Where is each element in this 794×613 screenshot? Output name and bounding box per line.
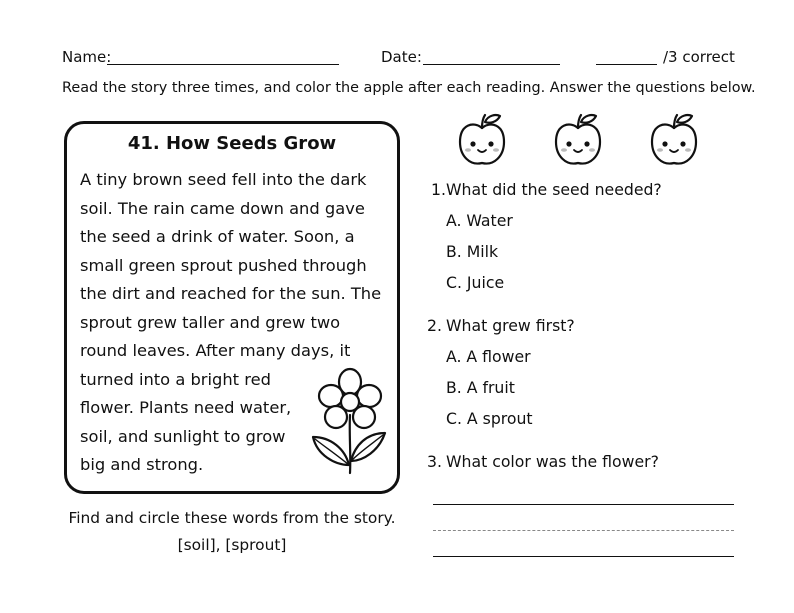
question-3-number: 3. [427,452,442,471]
story-line: turned into a bright red [80,370,271,389]
story-line: sprout grew taller and grew two [80,313,341,332]
find-words-list: [soil], [sprout] [177,536,287,554]
story-line: the seed a drink of water. Soon, a [80,227,355,246]
question-1-option-a[interactable]: A. Water [446,211,513,230]
story-line: A tiny brown seed fell into the dark [80,170,367,189]
find-words-instruction: Find and circle these words from the story. [68,509,396,527]
score-label: /3 correct [663,48,735,66]
question-3-text: What color was the flower? [446,452,659,471]
score-field[interactable] [596,64,657,65]
question-2-text: What grew first? [446,316,575,335]
apple-face-icon[interactable] [648,112,700,168]
question-1-option-b[interactable]: B. Milk [446,242,499,261]
story-line: soil. The rain came down and gave [80,199,365,218]
question-2-number: 2. [427,316,442,335]
question-1-number: 1. [431,180,446,199]
answer-guide-line [433,530,734,531]
story-line: flower. Plants need water, [80,398,292,417]
story-line: the dirt and reached for the sun. The [80,284,382,303]
story-title: 41. How Seeds Grow [127,133,337,154]
date-field[interactable] [423,64,560,65]
question-1-option-c[interactable]: C. Juice [446,273,505,292]
question-2-option-c[interactable]: C. A sprout [446,409,533,428]
name-field[interactable] [107,64,339,65]
question-1-text: What did the seed needed? [446,180,662,199]
flower-icon [305,365,395,477]
name-label: Name: [62,48,112,66]
story-line: small green sprout pushed through [80,256,367,275]
date-label: Date: [381,48,422,66]
answer-line[interactable] [433,556,734,557]
question-2-option-b[interactable]: B. A fruit [446,378,515,397]
instructions: Read the story three times, and color the apple after each reading. Answer the questions below. [62,80,756,96]
story-line: soil, and sunlight to grow [80,427,286,446]
story-line: round leaves. After many days, it [80,341,351,360]
answer-line[interactable] [433,504,734,505]
story-line: big and strong. [80,455,204,474]
question-2-option-a[interactable]: A. A flower [446,347,531,366]
apple-face-icon[interactable] [456,112,508,168]
apple-face-icon[interactable] [552,112,604,168]
